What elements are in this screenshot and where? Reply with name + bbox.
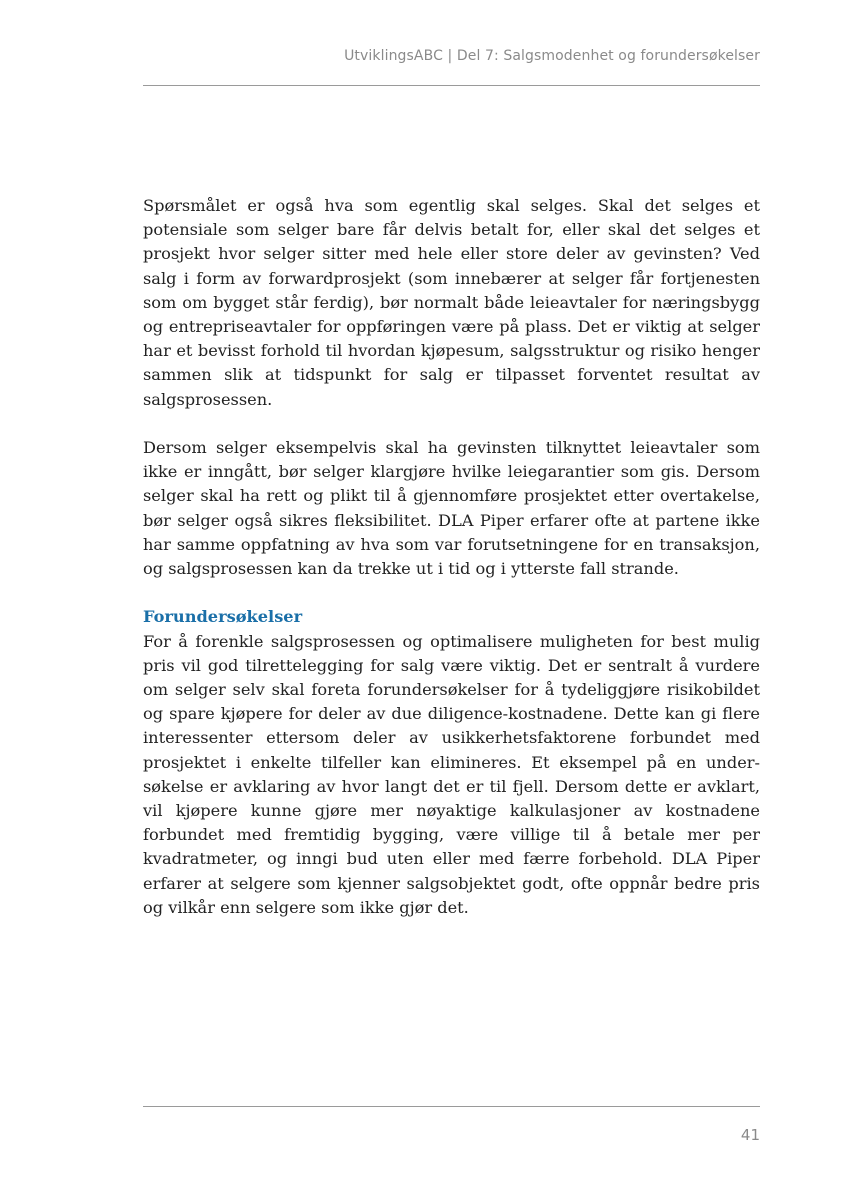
section-block: [143, 605, 760, 920]
page-body: [143, 194, 760, 920]
page-number: 41: [740, 1126, 760, 1144]
footer-divider: [143, 1106, 760, 1107]
running-header: UtviklingsABC | Del 7: Salgsmodenhet og forundersøkelser: [344, 48, 760, 64]
body-paragraph-1: Spørsmålet er også hva som egentlig skal selges. Skal det selges et potensiale som selger bare får delvis betalt for, eller skal det selges et prosjekt hvor selger sitter med hele eller store deler av gevinsten? Ved salg i form av forwardprosjekt (som innebærer at selger får fortjenesten som om bygget står ferdig), bør normalt både leieavtaler for næringsbygg og entrepriseavtaler for oppføringen være på plass. Det er viktig at selger har et bevisst forhold til hvordan kjøpesum, salgsstruktur og risiko henger sammen slik at tidspunkt for salg er tilpasset forventet resultat av salgsprosessen.: [143, 196, 760, 409]
body-paragraph-3: For å forenkle salgsprosessen og optimalisere muligheten for best mulig pris vil god tilrettelegging for salg være viktig. Det er sentralt å vurdere om selger selv skal foreta forundersøkelser for å tydeliggjøre risikobildet og spare kjøpere for deler av due diligence-kostnadene. Dette kan gi flere interessenter ettersom deler av usikkerhetsfaktorene forbundet med prosjektet i enkelte tilfeller kan elimineres. Et eksempel på en under-søkelse er avklaring av hvor langt det er til fjell. Dersom dette er avklart, vil kjøpere kunne gjøre mer nøyaktige kalkulasjoner av kostnadene forbundet med fremtidig bygging, være villige til å betale mer per kvadratmeter, og inngi bud uten eller med færre forbehold. DLA Piper erfarer at selgere som kjenner salgsobjektet godt, ofte oppnår bedre pris og vilkår enn selgere som ikke gjør det.: [143, 631, 760, 917]
section-heading: Forundersøkelser: [143, 607, 303, 627]
header-divider: [143, 85, 760, 86]
body-paragraph-2: Dersom selger eksempelvis skal ha gevinsten tilknyttet leieavtaler som ikke er inngått, bør selger klargjøre hvilke leiegarantier som gis. Dersom selger skal ha rett og plikt til å gjennomføre prosjektet etter overtakelse, bør selger også sikres fleksibilitet. DLA Piper erfarer ofte at partene ikke har samme oppfatning av hva som var forutsetningene for en transaksjon, og salgsprosessen kan da trekke ut i tid og i ytterste fall strande.: [143, 438, 760, 579]
